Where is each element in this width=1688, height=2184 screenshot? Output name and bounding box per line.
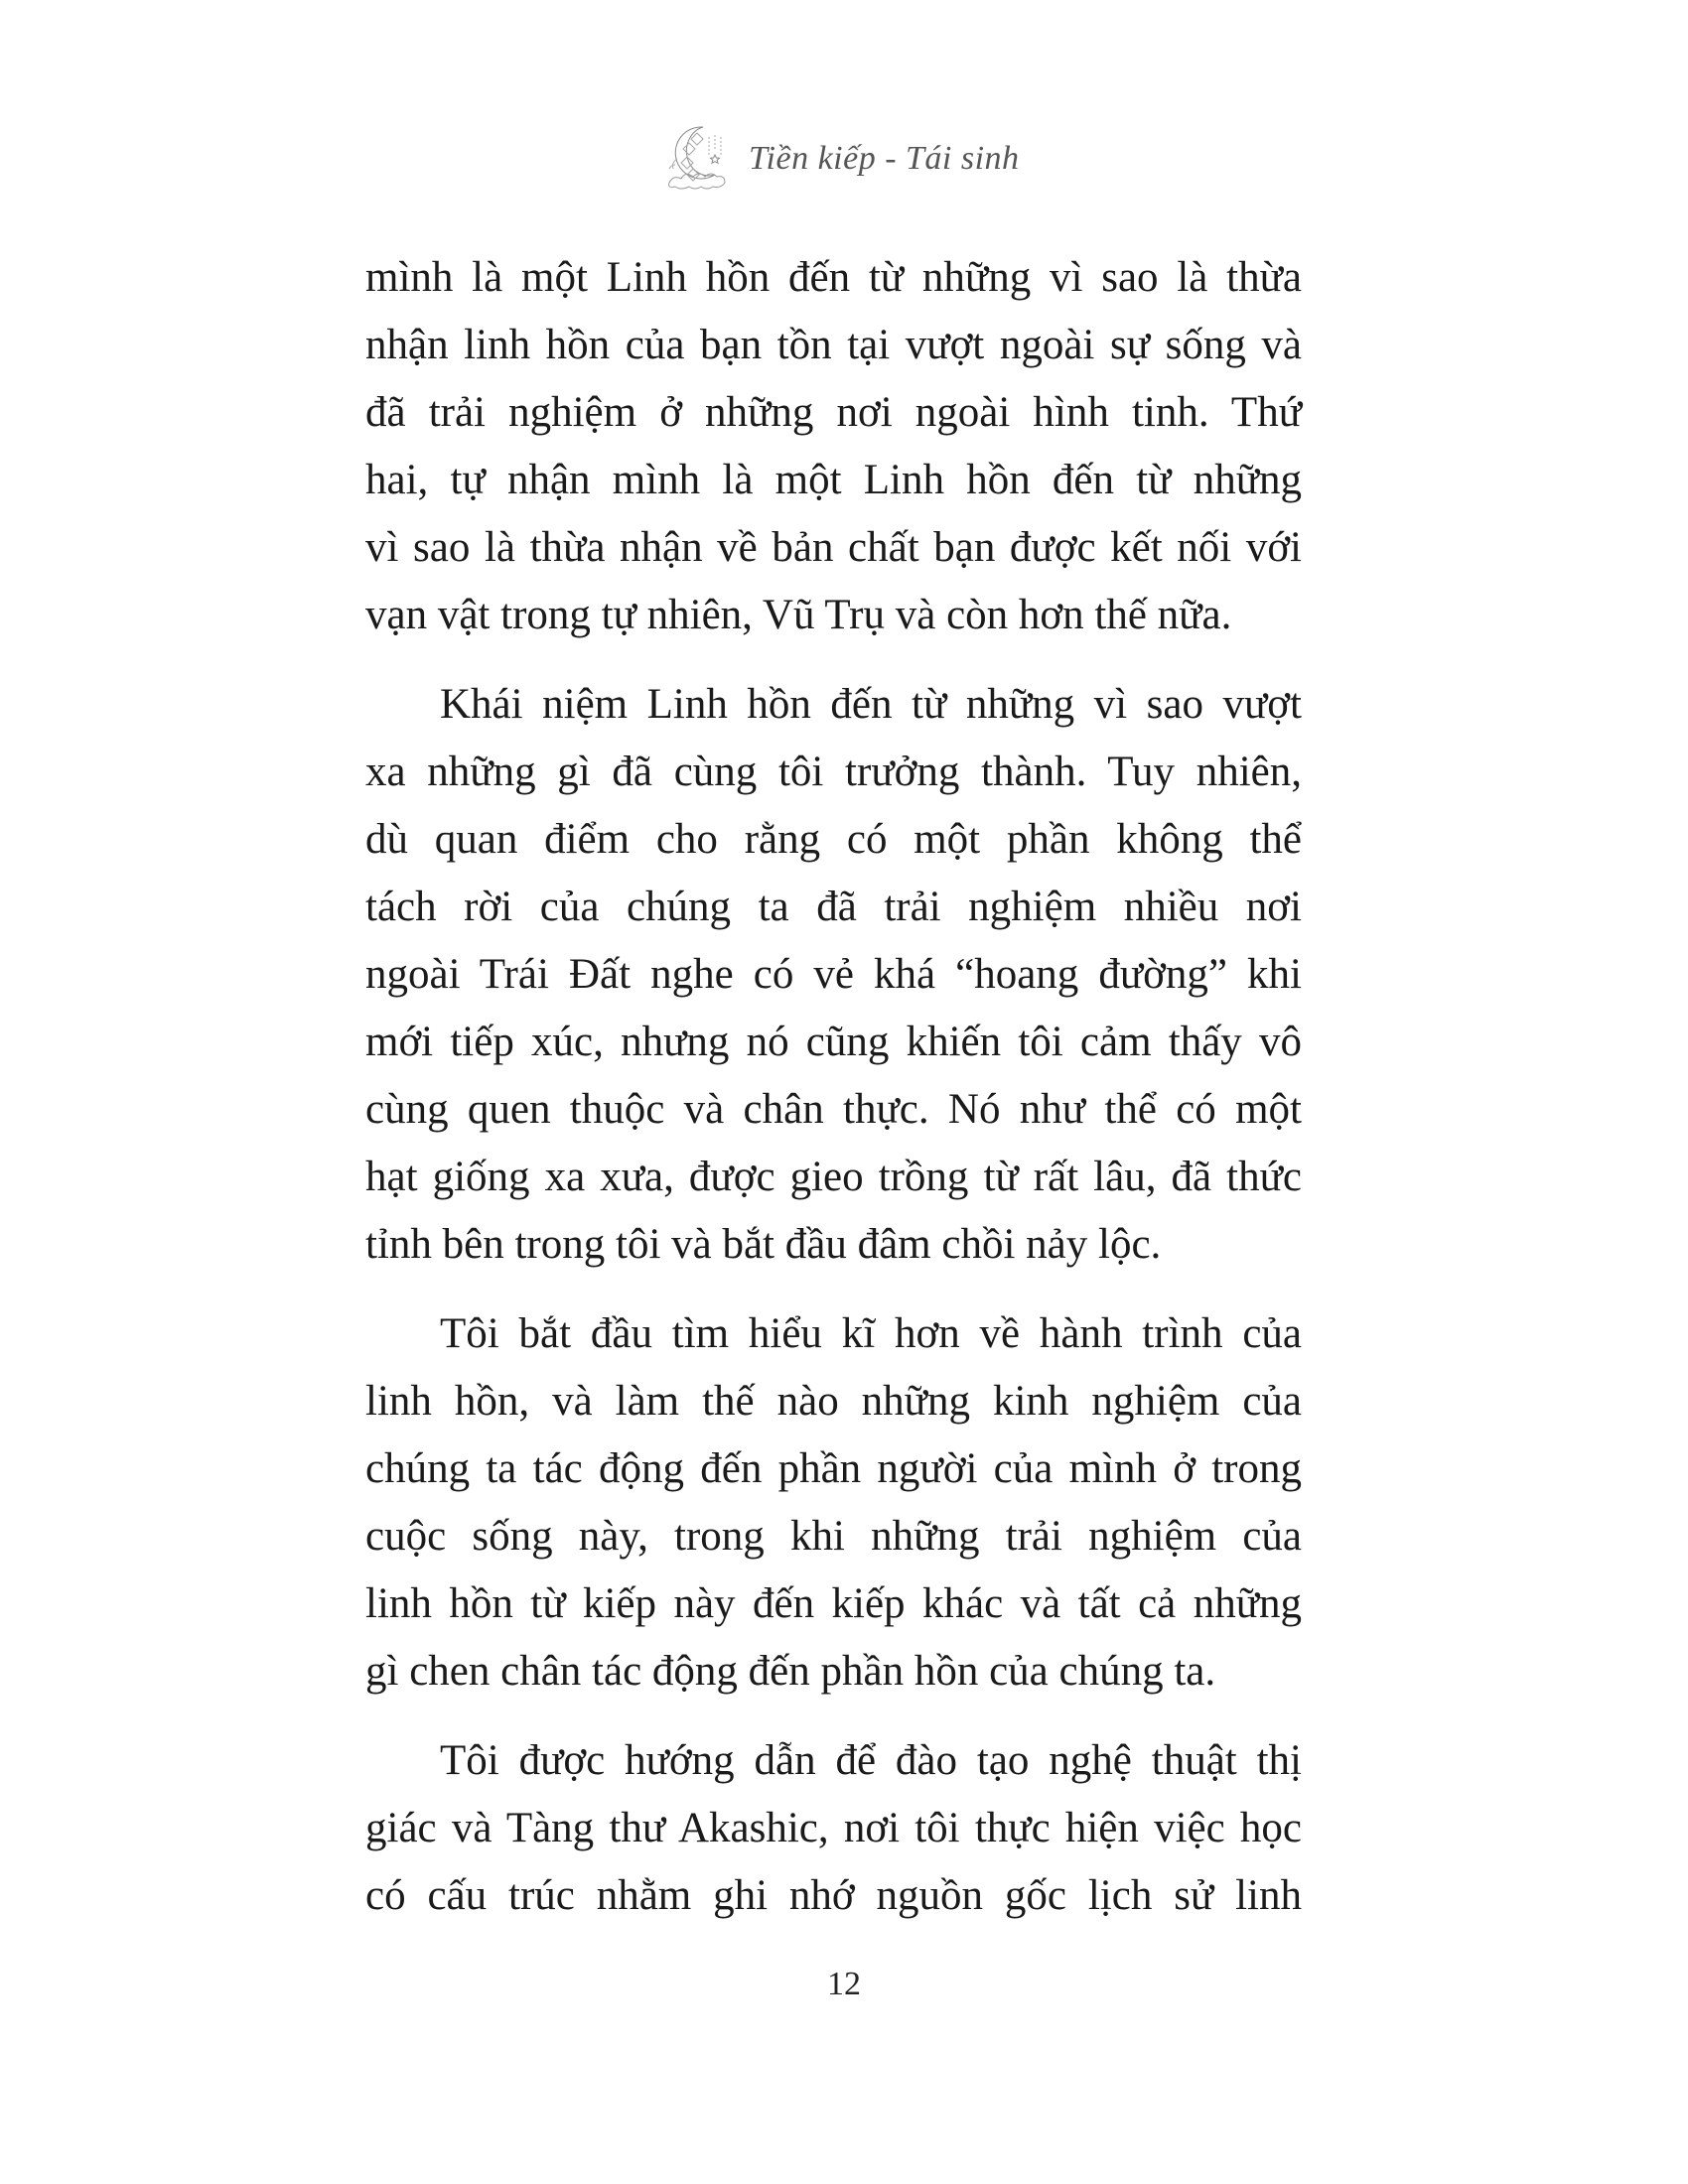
running-header-title: Tiền kiếp - Tái sinh <box>749 140 1020 177</box>
paragraph <box>365 244 1302 649</box>
text-line: chúng ta tác động đến phần người của mình ở trong <box>365 1445 1302 1492</box>
text-line: mình là một Linh hồn đến từ những vì sao là thừa <box>365 254 1302 301</box>
text-line: gì chen chân tác động đến phần hồn của chúng ta. <box>365 1648 1216 1695</box>
text-line: tách rời của chúng ta đã trải nghiệm nhiều nơi <box>365 884 1302 930</box>
text-line: Khái niệm Linh hồn đến từ những vì sao vượt <box>440 681 1302 728</box>
text-line: giác và Tàng thư Akashic, nơi tôi thực hiện việc học <box>365 1805 1302 1851</box>
text-line: Tôi bắt đầu tìm hiểu kĩ hơn về hành trình của <box>440 1310 1302 1357</box>
text-line: hai, tự nhận mình là một Linh hồn đến từ những <box>365 457 1302 503</box>
paragraph <box>365 671 1302 1279</box>
text-line: dù quan điểm cho rằng có một phần không thể <box>365 816 1302 863</box>
text-line: đã trải nghiệm ở những nơi ngoài hình tinh. Thứ <box>365 389 1302 436</box>
text-line: cuộc sống này, trong khi những trải nghiệm của <box>365 1513 1302 1560</box>
text-line: Tôi được hướng dẫn để đào tạo nghệ thuật thị <box>440 1737 1302 1784</box>
text-line: vì sao là thừa nhận về bản chất bạn được kết nối với <box>365 524 1302 571</box>
text-line: có cấu trúc nhằm ghi nhớ nguồn gốc lịch sử linh <box>365 1872 1302 1919</box>
paragraph <box>365 1300 1302 1706</box>
body-text <box>365 244 1302 1952</box>
text-line: vạn vật trong tự nhiên, Vũ Trụ và còn hơn thế nữa. <box>365 592 1232 638</box>
paragraph <box>365 1727 1302 1930</box>
text-line: cùng quen thuộc và chân thực. Nó như thể có một <box>365 1086 1302 1133</box>
text-line: linh hồn, và làm thế nào những kinh nghiệm của <box>365 1378 1302 1425</box>
running-header <box>663 121 1020 193</box>
text-line: nhận linh hồn của bạn tồn tại vượt ngoài sự sống và <box>365 322 1302 368</box>
text-line: xa những gì đã cùng tôi trưởng thành. Tuy nhiên, <box>365 749 1302 795</box>
text-line: linh hồn từ kiếp này đến kiếp khác và tất cả những <box>365 1580 1302 1627</box>
text-line: ngoài Trái Đất nghe có vẻ khá “hoang đường” khi <box>365 951 1302 998</box>
page-number: 12 <box>827 1966 861 2002</box>
text-line: mới tiếp xúc, nhưng nó cũng khiến tôi cảm thấy vô <box>365 1019 1302 1065</box>
text-line: tỉnh bên trong tôi và bắt đầu đâm chồi nảy lộc. <box>365 1221 1162 1268</box>
text-line: hạt giống xa xưa, được gieo trồng từ rất lâu, đã thức <box>365 1154 1302 1200</box>
crescent-moon-cloud-icon <box>663 121 741 193</box>
